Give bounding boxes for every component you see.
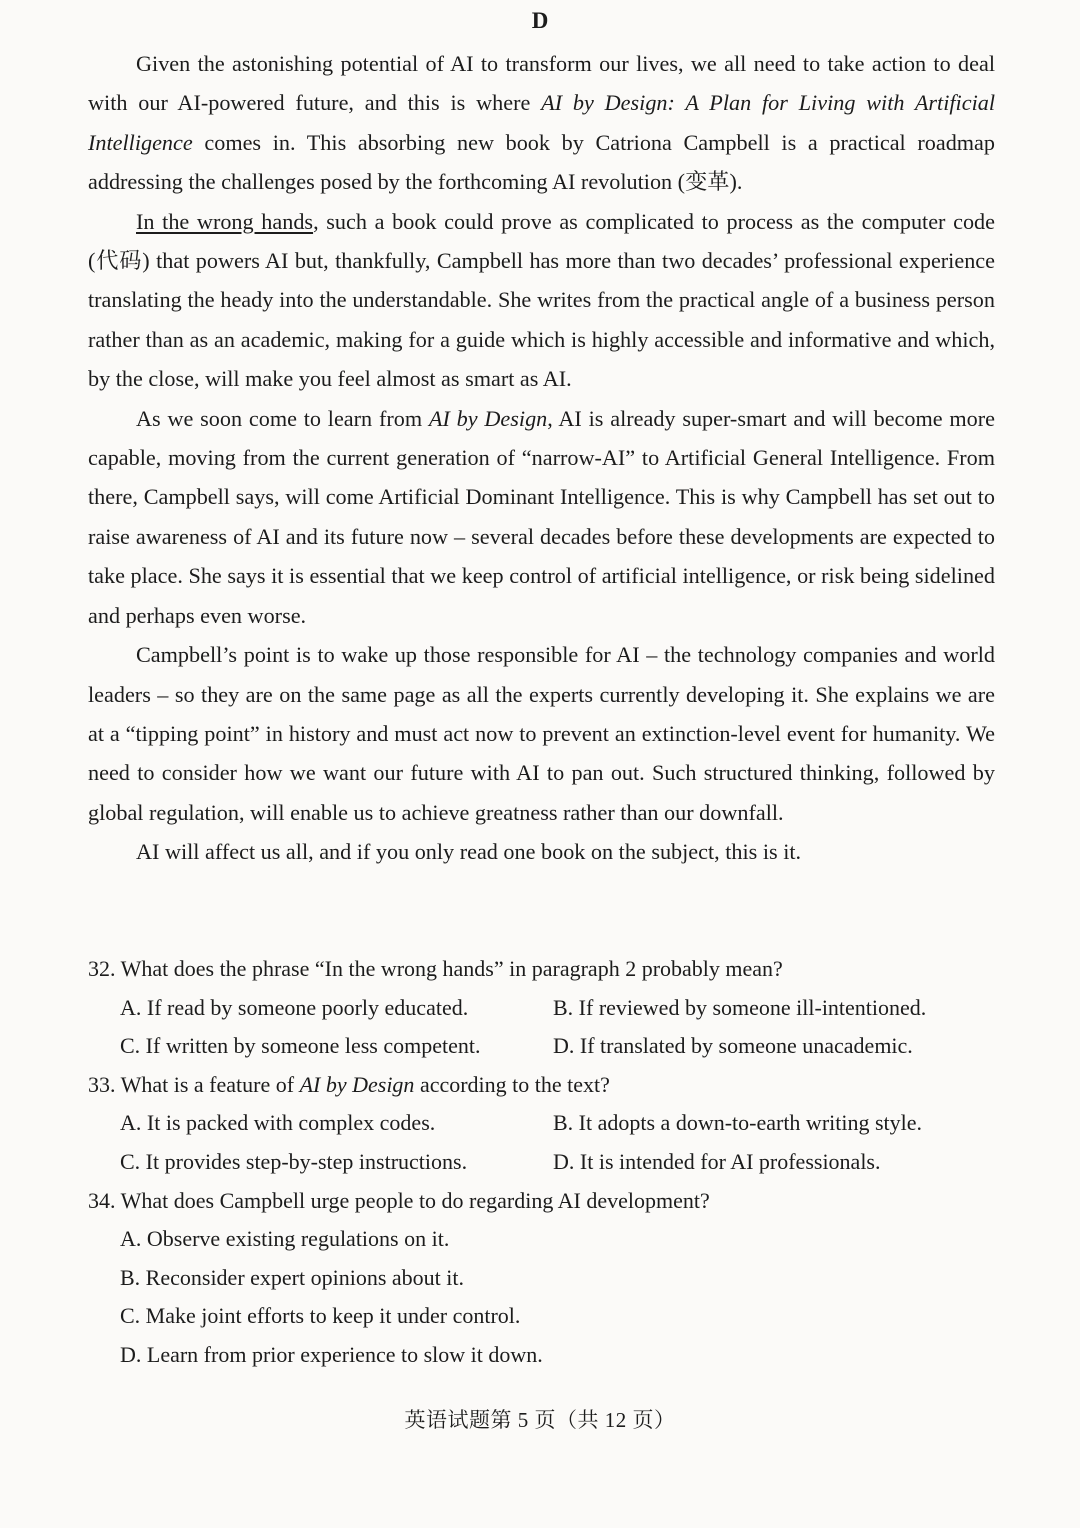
question-list	[88, 950, 995, 1375]
option-c: C. If written by someone less competent.	[120, 1033, 481, 1059]
reading-passage	[88, 44, 995, 872]
option-a: A. Observe existing regulations on it.	[120, 1226, 450, 1252]
paragraph-1	[88, 44, 995, 202]
option-d: D. If translated by someone unacademic.	[553, 1033, 913, 1059]
paragraph-3-text-b: , AI is already super-smart and will become more capable, moving from the current generation of “narrow-AI” to Artificial General Intelligence. From there, Campbell says, will come Artificial Dominant Intelligence. This is why Campbell has set out to raise awareness of AI and its future now – several decades before these developments are expected to take place. She says it is essential that we keep control of artificial intelligence, or risk being sidelined and perhaps even worse.	[88, 405, 995, 628]
question-stem	[88, 1066, 995, 1105]
paragraph-1-text-a: Given the astonishing potential of AI to transform our lives, we all need to take action to deal with our AI-powered future, and this is where	[88, 51, 995, 116]
underlined-phrase: In the wrong hands	[136, 208, 314, 234]
question-stem-text-a: 33. What is a feature of	[88, 1071, 300, 1097]
option-a: A. If read by someone poorly educated.	[120, 994, 469, 1020]
option-row	[88, 1143, 995, 1182]
page-footer: 英语试题第 5 页（共 12 页）	[404, 1408, 676, 1432]
book-title-short: AI by Design	[428, 405, 548, 431]
option-row	[88, 1027, 995, 1066]
option-row	[88, 1104, 995, 1143]
option-a: A. It is packed with complex codes.	[120, 1110, 436, 1136]
question-stem: 34. What does Campbell urge people to do regarding AI development?	[88, 1187, 710, 1213]
option-d: D. Learn from prior experience to slow it down.	[120, 1341, 543, 1367]
section-heading: D	[531, 8, 549, 33]
option-b: B. If reviewed by someone ill-intentioned.	[553, 994, 927, 1020]
question-34	[88, 1182, 995, 1375]
option-c: C. Make joint efforts to keep it under control.	[120, 1303, 521, 1329]
option-b: B. It adopts a down-to-earth writing style.	[553, 1110, 923, 1136]
paragraph-1-text-b: comes in. This absorbing new book by Catriona Campbell is a practical roadmap addressing the challenges posed by the forthcoming AI revolution (变革).	[88, 129, 995, 195]
question-stem-text-b: according to the text?	[414, 1071, 610, 1097]
paragraph-3	[88, 399, 995, 635]
question-33	[88, 1066, 995, 1182]
option-d: D. It is intended for AI professionals.	[553, 1148, 881, 1174]
paragraph-2-text: , such a book could prove as complicated to process as the computer code (代码) that powers AI but, thankfully, Campbell has more than two decades’ professional experience translating the heady into the understandable. She writes from the practical angle of a business person rather than as an academic, making for a guide which is highly accessible and informative and which, by the close, will make you feel almost as smart as AI.	[88, 208, 996, 392]
option-row	[88, 989, 995, 1028]
option-c: C. It provides step-by-step instructions.	[120, 1148, 468, 1174]
question-32	[88, 950, 995, 1066]
book-title: AI by Design: A Plan for Living with Artificial Intelligence	[88, 90, 995, 155]
paragraph-5: AI will affect us all, and if you only read one book on the subject, this is it.	[136, 839, 802, 865]
question-stem: 32. What does the phrase “In the wrong hands” in paragraph 2 probably mean?	[88, 956, 783, 981]
option-b: B. Reconsider expert opinions about it.	[120, 1264, 464, 1290]
paragraph-3-text-a: As we soon come to learn from	[136, 405, 429, 431]
paragraph-2	[88, 202, 995, 399]
paragraph-4: Campbell’s point is to wake up those responsible for AI – the technology companies and world leaders – so they are on the same page as all the experts currently developing it. She explains we are at a “tipping point” in history and must act now to prevent an extinction-level event for humanity. We need to consider how we want our future with AI to pan out. Such structured thinking, followed by global regulation, will enable us to achieve greatness rather than our downfall.	[88, 642, 995, 825]
question-book-title: AI by Design	[299, 1071, 415, 1097]
